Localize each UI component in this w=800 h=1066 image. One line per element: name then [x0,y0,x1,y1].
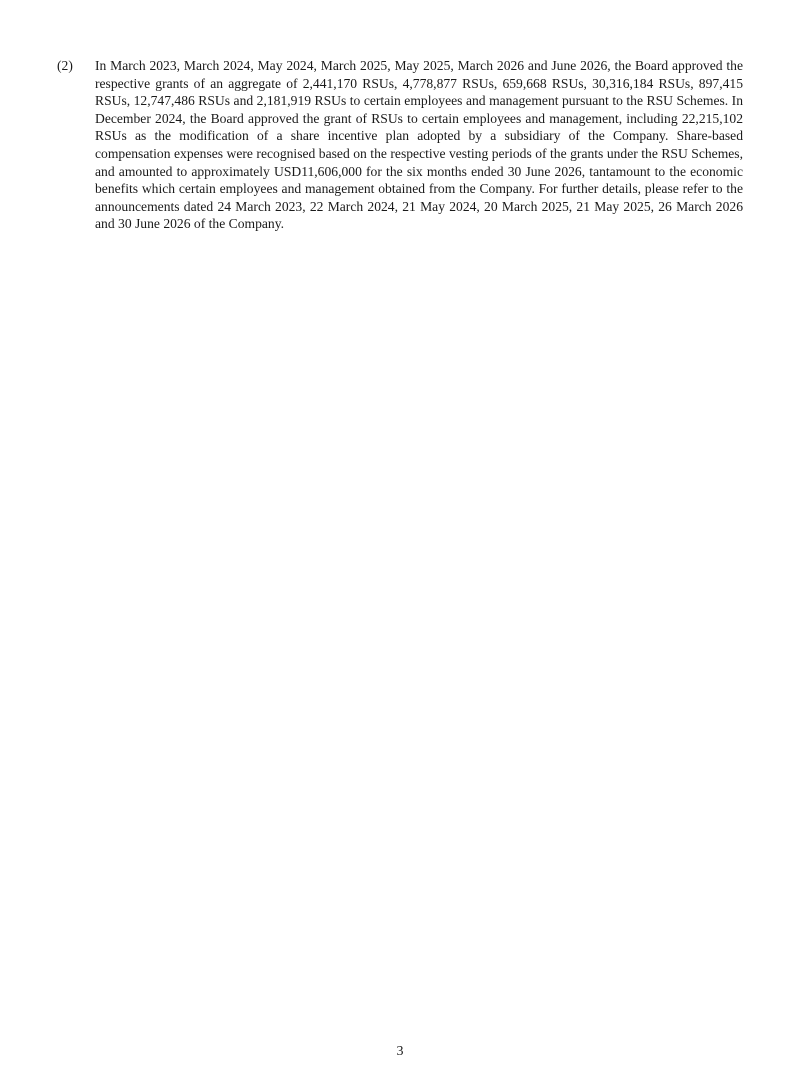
page-number: 3 [396,1044,404,1059]
footnote-text: In March 2023, March 2024, May 2024, March 2025, May 2025, March 2026 and June 2026, the Board approved the respective grants of an aggregate of 2,441,170 RSUs, 4,778,877 RSUs, 659,668 RSUs, 30,316,184 RSUs, 897,415 RSUs, 12,747,486 RSUs and 2,181,919 RSUs to certain employees and management pursuant to the RSU Schemes. In December 2024, the Board approved the grant of RSUs to certain employees and management, including 22,215,102 RSUs as the modification of a share incentive plan adopted by a subsidiary of the Company. Share-based compensation expenses were recognised based on the respective vesting periods of the grants under the RSU Schemes, and amounted to approximately USD11,606,000 for the six months ended 30 June 2026, tantamount to the economic benefits which certain employees and management obtained from the Company. For further details, please refer to the announcements dated 24 March 2023, 22 March 2024, 21 May 2024, 20 March 2025, 21 May 2025, 26 March 2026 and 30 June 2026 of the Company. [95,58,743,232]
footnote-marker: (2) [57,58,73,73]
footnote-2 [57,57,743,233]
